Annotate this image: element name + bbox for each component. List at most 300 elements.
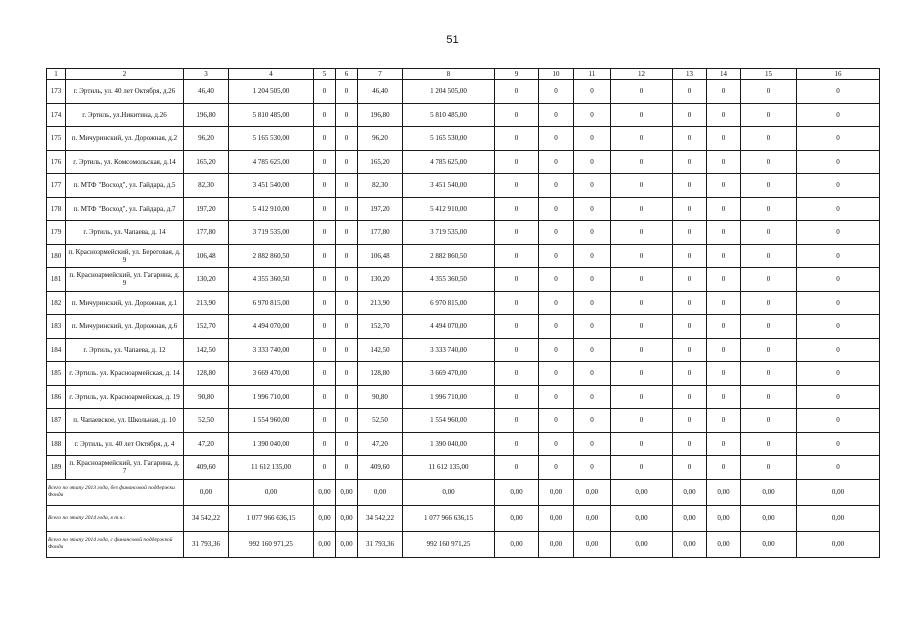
value-cell: 0	[336, 385, 358, 409]
value-cell: 409,60	[358, 456, 403, 480]
column-number-row	[47, 69, 880, 80]
column-number-cell: 14	[707, 69, 741, 80]
value-cell: 0	[336, 150, 358, 174]
value-cell: 5 810 485,00	[229, 103, 314, 127]
value-cell: 0	[336, 197, 358, 221]
total-value-cell: 0,00	[611, 479, 673, 505]
value-cell: 4 494 070,00	[229, 315, 314, 339]
value-cell: 196,80	[184, 103, 229, 127]
value-cell: 0	[741, 456, 797, 480]
value-cell: 5 810 485,00	[403, 103, 495, 127]
value-cell: 0	[495, 268, 539, 292]
value-cell: 0	[741, 244, 797, 268]
value-cell: 213,90	[184, 291, 229, 315]
column-number-cell: 4	[229, 69, 314, 80]
total-value-cell: 0,00	[574, 479, 611, 505]
value-cell: 0	[314, 338, 336, 362]
table-row	[47, 362, 880, 386]
table-row	[47, 80, 880, 104]
value-cell: 0	[707, 103, 741, 127]
value-cell: 0	[495, 456, 539, 480]
address-cell: п. Красноармейский, ул. Гагарина, д. 7	[66, 456, 184, 480]
value-cell: 0	[707, 244, 741, 268]
value-cell: 0	[336, 174, 358, 198]
address-cell: п. Мичуринский, ул. Дорожная, д.6	[66, 315, 184, 339]
row-number-cell: 185	[47, 362, 66, 386]
table-row	[47, 127, 880, 151]
value-cell: 0	[574, 409, 611, 433]
value-cell: 0	[611, 221, 673, 245]
value-cell: 0	[539, 80, 574, 104]
value-cell: 4 785 625,00	[403, 150, 495, 174]
value-cell: 0	[495, 315, 539, 339]
total-value-cell: 0,00	[741, 531, 797, 557]
value-cell: 4 785 625,00	[229, 150, 314, 174]
value-cell: 47,20	[358, 432, 403, 456]
value-cell: 177,80	[184, 221, 229, 245]
row-number-cell: 175	[47, 127, 66, 151]
value-cell: 6 970 815,00	[229, 291, 314, 315]
value-cell: 0	[673, 291, 707, 315]
value-cell: 0	[707, 221, 741, 245]
value-cell: 0	[611, 291, 673, 315]
value-cell: 0	[539, 197, 574, 221]
total-value-cell: 0,00	[539, 479, 574, 505]
value-cell: 0	[611, 103, 673, 127]
value-cell: 0	[314, 174, 336, 198]
value-cell: 0	[574, 174, 611, 198]
value-cell: 0	[314, 268, 336, 292]
row-number-cell: 183	[47, 315, 66, 339]
value-cell: 0	[611, 338, 673, 362]
value-cell: 0	[336, 291, 358, 315]
table-row	[47, 221, 880, 245]
value-cell: 0	[741, 291, 797, 315]
address-cell: г. Эртиль, ул. Чапаева, д. 14	[66, 221, 184, 245]
value-cell: 0	[797, 456, 880, 480]
value-cell: 0	[574, 197, 611, 221]
address-cell: п. Мичуринский, ул. Дорожная, д.2	[66, 127, 184, 151]
address-cell: г. Эртиль, ул.Никитина, д.26	[66, 103, 184, 127]
value-cell: 52,50	[184, 409, 229, 433]
value-cell: 196,80	[358, 103, 403, 127]
column-number-cell: 7	[358, 69, 403, 80]
value-cell: 3 719 535,00	[403, 221, 495, 245]
table-row	[47, 150, 880, 174]
total-value-cell: 0,00	[797, 479, 880, 505]
value-cell: 0	[741, 127, 797, 151]
value-cell: 0	[797, 150, 880, 174]
value-cell: 0	[314, 150, 336, 174]
value-cell: 0	[673, 80, 707, 104]
address-cell: г. Эртиль. ул. Красноармейская, д. 14	[66, 362, 184, 386]
total-value-cell: 0,00	[229, 479, 314, 505]
page-number: 51	[446, 34, 459, 46]
table-body	[47, 69, 880, 558]
total-value-cell: 0,00	[495, 479, 539, 505]
value-cell: 0	[495, 127, 539, 151]
value-cell: 0	[314, 291, 336, 315]
value-cell: 0	[495, 362, 539, 386]
total-value-cell: 0,00	[707, 531, 741, 557]
total-value-cell: 0,00	[797, 531, 880, 557]
value-cell: 5 165 530,00	[229, 127, 314, 151]
value-cell: 106,48	[358, 244, 403, 268]
row-number-cell: 186	[47, 385, 66, 409]
address-cell: п. Мичуринский, ул. Дорожная, д.1	[66, 291, 184, 315]
row-number-cell: 184	[47, 338, 66, 362]
value-cell: 0	[574, 385, 611, 409]
value-cell: 0	[611, 244, 673, 268]
value-cell: 130,20	[184, 268, 229, 292]
value-cell: 0	[797, 315, 880, 339]
value-cell: 130,20	[358, 268, 403, 292]
value-cell: 0	[539, 456, 574, 480]
value-cell: 0	[797, 432, 880, 456]
value-cell: 3 333 740,00	[403, 338, 495, 362]
value-cell: 4 494 070,00	[403, 315, 495, 339]
value-cell: 0	[611, 174, 673, 198]
value-cell: 0	[611, 268, 673, 292]
total-value-cell: 0,00	[336, 479, 358, 505]
value-cell: 0	[611, 432, 673, 456]
value-cell: 3 669 470,00	[403, 362, 495, 386]
value-cell: 0	[611, 150, 673, 174]
total-value-cell: 0,00	[495, 505, 539, 531]
value-cell: 0	[574, 80, 611, 104]
total-row	[47, 505, 880, 531]
value-cell: 0	[741, 80, 797, 104]
value-cell: 0	[574, 244, 611, 268]
value-cell: 0	[673, 127, 707, 151]
value-cell: 0	[797, 291, 880, 315]
value-cell: 0	[314, 409, 336, 433]
value-cell: 0	[574, 150, 611, 174]
value-cell: 0	[574, 456, 611, 480]
value-cell: 82,30	[184, 174, 229, 198]
value-cell: 5 412 910,00	[229, 197, 314, 221]
total-value-cell: 0,00	[673, 531, 707, 557]
value-cell: 1 204 505,00	[229, 80, 314, 104]
value-cell: 0	[797, 221, 880, 245]
value-cell: 0	[673, 409, 707, 433]
value-cell: 0	[314, 127, 336, 151]
table-row	[47, 244, 880, 268]
value-cell: 0	[336, 456, 358, 480]
value-cell: 0	[797, 409, 880, 433]
value-cell: 0	[574, 268, 611, 292]
value-cell: 82,30	[358, 174, 403, 198]
value-cell: 6 970 815,00	[403, 291, 495, 315]
value-cell: 0	[495, 291, 539, 315]
total-value-cell: 0,00	[314, 479, 336, 505]
value-cell: 0	[574, 291, 611, 315]
value-cell: 0	[336, 432, 358, 456]
value-cell: 197,20	[184, 197, 229, 221]
value-cell: 90,80	[184, 385, 229, 409]
value-cell: 0	[707, 315, 741, 339]
total-value-cell: 0,00	[336, 505, 358, 531]
table-row	[47, 103, 880, 127]
value-cell: 5 412 910,00	[403, 197, 495, 221]
value-cell: 0	[495, 338, 539, 362]
table-row	[47, 385, 880, 409]
value-cell: 0	[741, 197, 797, 221]
value-cell: 0	[673, 244, 707, 268]
value-cell: 0	[797, 385, 880, 409]
total-value-cell: 1 077 966 636,15	[229, 505, 314, 531]
total-value-cell: 0,00	[673, 479, 707, 505]
value-cell: 3 719 535,00	[229, 221, 314, 245]
value-cell: 0	[314, 80, 336, 104]
value-cell: 0	[539, 268, 574, 292]
value-cell: 0	[539, 127, 574, 151]
value-cell: 0	[495, 174, 539, 198]
value-cell: 1 554 960,00	[229, 409, 314, 433]
value-cell: 0	[741, 221, 797, 245]
total-value-cell: 34 542,22	[358, 505, 403, 531]
total-value-cell: 0,00	[707, 479, 741, 505]
value-cell: 0	[611, 127, 673, 151]
value-cell: 142,50	[358, 338, 403, 362]
total-value-cell: 0,00	[611, 531, 673, 557]
value-cell: 0	[539, 291, 574, 315]
value-cell: 4 355 360,50	[403, 268, 495, 292]
value-cell: 96,20	[358, 127, 403, 151]
value-cell: 0	[611, 315, 673, 339]
value-cell: 0	[673, 362, 707, 386]
row-number-cell: 189	[47, 456, 66, 480]
value-cell: 0	[673, 338, 707, 362]
table-row	[47, 268, 880, 292]
value-cell: 0	[539, 174, 574, 198]
value-cell: 0	[741, 432, 797, 456]
value-cell: 0	[797, 174, 880, 198]
value-cell: 3 451 540,00	[229, 174, 314, 198]
value-cell: 0	[611, 197, 673, 221]
address-cell: п. МТФ "Восход", ул. Гайдара, д.5	[66, 174, 184, 198]
value-cell: 0	[574, 103, 611, 127]
value-cell: 0	[707, 291, 741, 315]
address-cell: г. Эртиль, ул. Красноармейская, д. 19	[66, 385, 184, 409]
value-cell: 0	[539, 338, 574, 362]
value-cell: 213,90	[358, 291, 403, 315]
address-cell: г. Эртиль, ул. 40 лет Октября, д. 4	[66, 432, 184, 456]
total-label: Всего по этапу 2014 года, в т.ч.:	[47, 505, 184, 531]
total-label: Всего по этапу 2013 года, без финансовой поддержки Фонда	[47, 479, 184, 505]
value-cell: 0	[673, 197, 707, 221]
row-number-cell: 182	[47, 291, 66, 315]
value-cell: 128,80	[184, 362, 229, 386]
column-number-cell: 6	[336, 69, 358, 80]
value-cell: 0	[495, 221, 539, 245]
value-cell: 1 554 960,00	[403, 409, 495, 433]
value-cell: 152,70	[358, 315, 403, 339]
value-cell: 0	[314, 103, 336, 127]
total-value-cell: 0,00	[539, 531, 574, 557]
value-cell: 0	[797, 127, 880, 151]
value-cell: 0	[673, 103, 707, 127]
value-cell: 0	[741, 103, 797, 127]
value-cell: 96,20	[184, 127, 229, 151]
value-cell: 0	[611, 409, 673, 433]
total-value-cell: 0,00	[336, 531, 358, 557]
value-cell: 0	[314, 432, 336, 456]
value-cell: 0	[574, 338, 611, 362]
row-number-cell: 181	[47, 268, 66, 292]
column-number-cell: 1	[47, 69, 66, 80]
value-cell: 165,20	[358, 150, 403, 174]
column-number-cell: 12	[611, 69, 673, 80]
value-cell: 0	[314, 315, 336, 339]
row-number-cell: 177	[47, 174, 66, 198]
address-cell: г. Эртиль, ул. Комсомольская, д.14	[66, 150, 184, 174]
value-cell: 0	[797, 103, 880, 127]
total-value-cell: 0,00	[574, 505, 611, 531]
value-cell: 0	[539, 150, 574, 174]
column-number-cell: 5	[314, 69, 336, 80]
housing-register-table	[46, 68, 880, 558]
table-row	[47, 174, 880, 198]
column-number-cell: 16	[797, 69, 880, 80]
value-cell: 0	[673, 315, 707, 339]
value-cell: 0	[797, 338, 880, 362]
value-cell: 11 612 135,00	[229, 456, 314, 480]
row-number-cell: 173	[47, 80, 66, 104]
value-cell: 0	[707, 338, 741, 362]
row-number-cell: 188	[47, 432, 66, 456]
value-cell: 3 451 540,00	[403, 174, 495, 198]
table-row	[47, 432, 880, 456]
value-cell: 0	[707, 174, 741, 198]
value-cell: 0	[314, 244, 336, 268]
value-cell: 0	[495, 197, 539, 221]
value-cell: 0	[314, 197, 336, 221]
value-cell: 0	[741, 150, 797, 174]
value-cell: 106,48	[184, 244, 229, 268]
column-number-cell: 13	[673, 69, 707, 80]
value-cell: 0	[336, 268, 358, 292]
value-cell: 0	[611, 362, 673, 386]
total-value-cell: 0,00	[403, 479, 495, 505]
column-number-cell: 2	[66, 69, 184, 80]
value-cell: 0	[495, 80, 539, 104]
value-cell: 0	[741, 338, 797, 362]
column-number-cell: 8	[403, 69, 495, 80]
total-value-cell: 0,00	[741, 479, 797, 505]
total-value-cell: 0,00	[797, 505, 880, 531]
value-cell: 0	[611, 80, 673, 104]
value-cell: 52,50	[358, 409, 403, 433]
value-cell: 0	[539, 244, 574, 268]
value-cell: 128,80	[358, 362, 403, 386]
value-cell: 0	[707, 362, 741, 386]
value-cell: 46,40	[358, 80, 403, 104]
total-value-cell: 0,00	[314, 505, 336, 531]
row-number-cell: 176	[47, 150, 66, 174]
total-value-cell: 992 160 971,25	[403, 531, 495, 557]
total-value-cell: 34 542,22	[184, 505, 229, 531]
value-cell: 0	[673, 432, 707, 456]
total-value-cell: 992 160 971,25	[229, 531, 314, 557]
value-cell: 0	[336, 80, 358, 104]
value-cell: 0	[797, 197, 880, 221]
value-cell: 0	[539, 315, 574, 339]
value-cell: 5 165 530,00	[403, 127, 495, 151]
value-cell: 0	[673, 221, 707, 245]
total-value-cell: 0,00	[495, 531, 539, 557]
value-cell: 0	[611, 456, 673, 480]
value-cell: 1 204 505,00	[403, 80, 495, 104]
row-number-cell: 187	[47, 409, 66, 433]
value-cell: 0	[574, 362, 611, 386]
total-value-cell: 0,00	[184, 479, 229, 505]
value-cell: 0	[707, 80, 741, 104]
value-cell: 0	[495, 409, 539, 433]
table-row	[47, 291, 880, 315]
value-cell: 0	[495, 385, 539, 409]
table-row	[47, 409, 880, 433]
column-number-cell: 9	[495, 69, 539, 80]
value-cell: 0	[673, 385, 707, 409]
value-cell: 0	[495, 150, 539, 174]
value-cell: 0	[611, 385, 673, 409]
address-cell: г. Эртиль, ул. Чапаева, д. 12	[66, 338, 184, 362]
address-cell: п. Чапаевское, ул. Школьная, д. 10	[66, 409, 184, 433]
address-cell: п. Красноармейский, ул. Гагарина, д. 9	[66, 268, 184, 292]
value-cell: 0	[673, 268, 707, 292]
value-cell: 0	[707, 197, 741, 221]
value-cell: 2 882 860,50	[403, 244, 495, 268]
value-cell: 0	[539, 103, 574, 127]
value-cell: 47,20	[184, 432, 229, 456]
value-cell: 0	[314, 221, 336, 245]
value-cell: 0	[495, 432, 539, 456]
total-value-cell: 0,00	[358, 479, 403, 505]
total-label: Всего по этапу 2014 года, с финансовой поддержкой Фонда	[47, 531, 184, 557]
total-value-cell: 31 793,36	[184, 531, 229, 557]
row-number-cell: 179	[47, 221, 66, 245]
value-cell: 0	[336, 338, 358, 362]
value-cell: 0	[539, 385, 574, 409]
value-cell: 0	[539, 409, 574, 433]
value-cell: 11 612 135,00	[403, 456, 495, 480]
value-cell: 0	[797, 268, 880, 292]
value-cell: 152,70	[184, 315, 229, 339]
total-value-cell: 31 793,36	[358, 531, 403, 557]
total-value-cell: 0,00	[574, 531, 611, 557]
column-number-cell: 11	[574, 69, 611, 80]
table-row	[47, 338, 880, 362]
value-cell: 0	[574, 221, 611, 245]
table-row	[47, 197, 880, 221]
value-cell: 1 996 710,00	[229, 385, 314, 409]
value-cell: 3 669 470,00	[229, 362, 314, 386]
value-cell: 0	[336, 244, 358, 268]
value-cell: 2 882 860,50	[229, 244, 314, 268]
total-row	[47, 531, 880, 557]
table-row	[47, 456, 880, 480]
value-cell: 0	[673, 456, 707, 480]
value-cell: 0	[707, 268, 741, 292]
value-cell: 177,80	[358, 221, 403, 245]
value-cell: 0	[574, 315, 611, 339]
value-cell: 90,80	[358, 385, 403, 409]
total-value-cell: 0,00	[673, 505, 707, 531]
value-cell: 409,60	[184, 456, 229, 480]
total-value-cell: 0,00	[314, 531, 336, 557]
value-cell: 0	[336, 103, 358, 127]
